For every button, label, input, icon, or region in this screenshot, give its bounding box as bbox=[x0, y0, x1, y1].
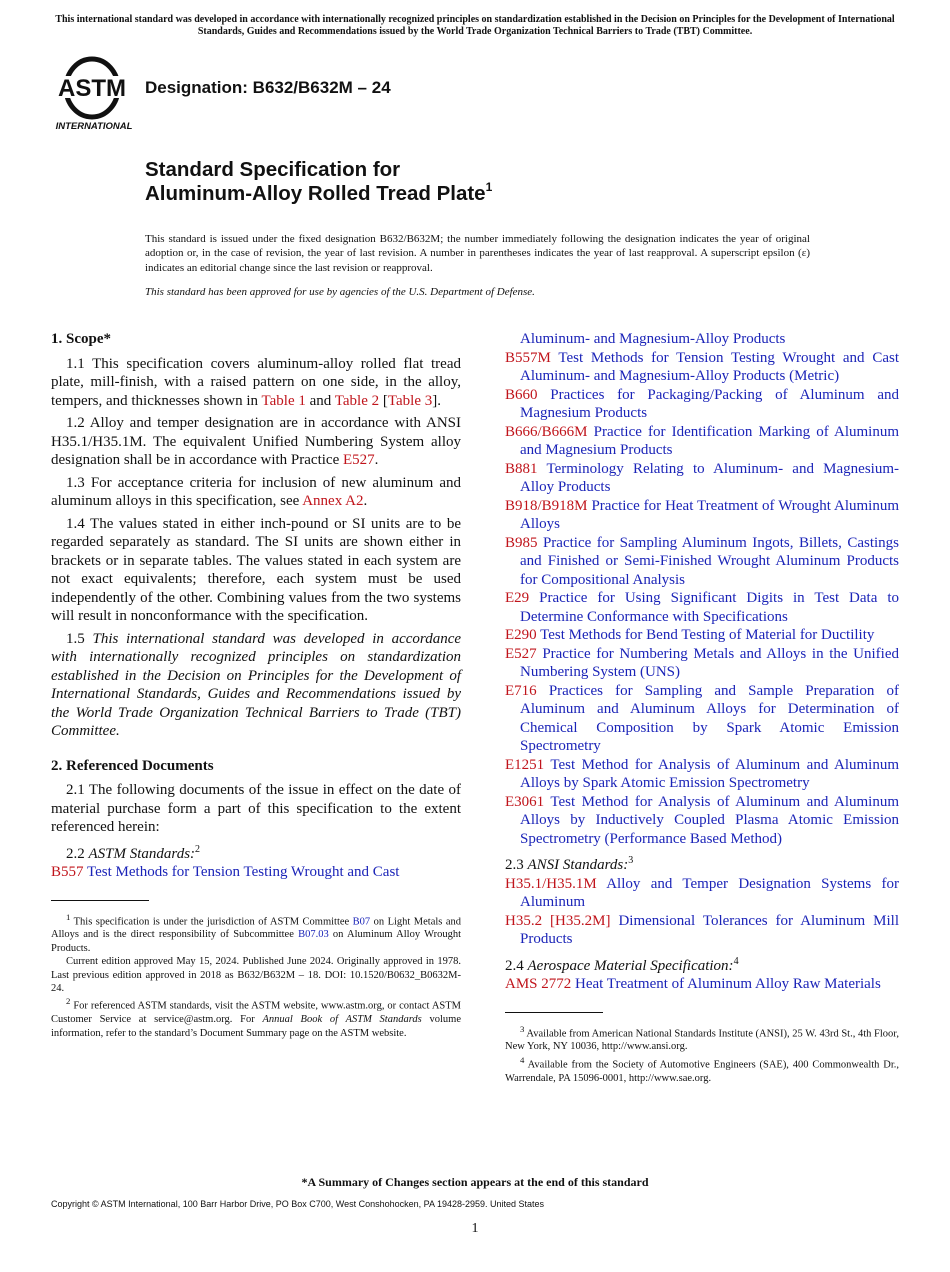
para-1-4: 1.4 The values stated in either inch-pound or SI units are to be regarded separately as standard. The SI units are shown either in brackets or in separate tables. The values stated in each system are not exact equivalents; therefore, each system must be used independently of the other. Combining values from the two systems will result in nonconformance with the specification. bbox=[51, 515, 461, 624]
reference-entry[interactable] bbox=[505, 423, 899, 460]
designation: Designation: B632/B632M – 24 bbox=[145, 78, 391, 97]
aerospace-reference-list bbox=[505, 975, 899, 994]
title-line-2: Aluminum-Alloy Rolled Tread Plate bbox=[145, 182, 486, 205]
reference-code[interactable]: E716 bbox=[505, 682, 537, 699]
para-2-2: 2.2 ASTM Standards:$^2$ bbox=[66, 843, 201, 862]
reference-entry[interactable] bbox=[505, 682, 899, 756]
reference-title[interactable]: Practice for Numbering Metals and Alloys in the Unified Numbering System (UNS) bbox=[520, 645, 899, 680]
reference-title[interactable]: Dimensional Tolerances for Aluminum Mill Products bbox=[520, 912, 900, 947]
ref-b557-continued: Aluminum- and Magnesium-Alloy Products bbox=[520, 331, 786, 347]
reference-title[interactable]: Terminology Relating to Aluminum- and Magnesium-Alloy Products bbox=[520, 460, 899, 495]
reference-code[interactable]: B918/B918M bbox=[505, 497, 588, 514]
footnote-1-edition: Current edition approved May 15, 2024. Published June 2024. Originally approved in 1978. Last previous edition approved in 2018 as B632/B632M – 18. DOI: 10.1520/B0632_B0632M-24. bbox=[51, 956, 461, 995]
reference-entry[interactable] bbox=[505, 497, 899, 534]
astm-reference-list bbox=[505, 349, 899, 849]
table-2-link[interactable]: Table 2 bbox=[334, 392, 380, 409]
title-footnote-mark[interactable]: 1 bbox=[485, 180, 493, 194]
reference-code[interactable]: E527 bbox=[505, 645, 537, 662]
reference-code[interactable]: E3061 bbox=[505, 793, 545, 810]
para-1-1: 1.1 This specification covers aluminum-alloy rolled flat tread plate, mill-finish, with a raised pattern on one side, in the alloy, tempers, and thicknesses shown in Table 1 and Table 2 [Table 3]. bbox=[51, 355, 461, 409]
title-line-1: Standard Specification for bbox=[145, 158, 401, 181]
para-1-2: 1.2 Alloy and temper designation are in accordance with ANSI H35.1/H35.1M. The equivalent Unified Numbering System alloy designation shall be in accordance with Practice E527. bbox=[51, 415, 461, 468]
footnote-3: $^3$ Available from American National Standards Institute (ANSI), 25 W. 43rd St., 4th Floor, New York, NY 10036, http://www.ansi.org. bbox=[505, 1023, 899, 1053]
reference-title[interactable]: Practice for Sampling Aluminum Ingots, Billets, Castings and Finished or Semi-Finished Wrought Aluminum Products for Compositional Analysis bbox=[520, 534, 899, 588]
reference-entry[interactable] bbox=[505, 460, 899, 497]
reference-code[interactable]: AMS 2772 bbox=[505, 976, 572, 992]
reference-code[interactable]: B985 bbox=[505, 534, 538, 551]
reference-title[interactable]: Test Method for Analysis of Aluminum and Aluminum Alloys by Spark Atomic Emission Spectrometry bbox=[520, 756, 899, 791]
reference-title[interactable]: Test Methods for Tension Testing Wrought and Cast Aluminum- and Magnesium-Alloy Products (Metric) bbox=[520, 349, 899, 384]
reference-entry[interactable] bbox=[505, 349, 899, 386]
svg-text:INTERNATIONAL: INTERNATIONAL bbox=[55, 121, 133, 132]
b07-link[interactable]: B07 bbox=[352, 916, 371, 927]
reference-code[interactable]: H35.2 [H35.2M] bbox=[505, 912, 611, 929]
para-2-3: 2.3 ANSI Standards:$^3$ bbox=[505, 855, 634, 873]
copyright-line: Copyright © ASTM International, 100 Barr Harbor Drive, PO Box C700, West Conshohocken, PA 19428-2959. United States bbox=[51, 1199, 545, 1209]
reference-entry[interactable] bbox=[505, 756, 899, 793]
dod-approval-note: This standard has been approved for use by agencies of the U.S. Department of Defense. bbox=[145, 286, 535, 298]
table-1-link[interactable]: Table 1 bbox=[261, 392, 306, 409]
reference-title[interactable]: Practice for Identification Marking of Aluminum and Magnesium Products bbox=[520, 423, 899, 458]
top-notice: This international standard was developed in accordance with internationally recognized principles on standardization established in the Decision on Principles for the Development of International Standards, Guides and Recommendations issued by the World Trade Organization Technical Barriers to Trade (TBT) Committee. bbox=[55, 14, 895, 37]
reference-code[interactable]: B666/B666M bbox=[505, 423, 588, 440]
b07-03-link[interactable]: B07.03 bbox=[298, 929, 329, 941]
left-column bbox=[51, 330, 461, 1040]
reference-title[interactable]: Practices for Packaging/Packing of Aluminum and Magnesium Products bbox=[520, 386, 900, 421]
reference-entry[interactable] bbox=[505, 875, 899, 912]
ref-b557[interactable]: B557 Test Methods for Tension Testing Wrought and Cast bbox=[51, 864, 400, 880]
reference-title[interactable]: Test Methods for Bend Testing of Material for Ductility bbox=[540, 627, 875, 643]
footnote-1: $^1$ This specification is under the jurisdiction of ASTM Committee B07 on Light Metals and Alloys and is the direct responsibility of Subcommittee B07.03 on Aluminum Alloy Wrought Products. bbox=[51, 911, 461, 954]
reference-entry[interactable] bbox=[505, 645, 899, 682]
reference-code[interactable]: B557M bbox=[505, 349, 551, 366]
footnotes-right bbox=[505, 1023, 899, 1086]
reference-entry[interactable] bbox=[505, 975, 899, 994]
reference-entry[interactable] bbox=[505, 589, 899, 626]
astm-logo-icon bbox=[52, 56, 136, 132]
annex-a2-link[interactable]: Annex A2 bbox=[302, 493, 364, 509]
para-2-1: 2.1 The following documents of the issue in effect on the date of material purchase form a part of this specification to the extent referenced herein: bbox=[51, 782, 461, 835]
footnote-2: $^2$ For referenced ASTM standards, visit the ASTM website, www.astm.org, or contact ASTM Customer Service at service@astm.org. For Annual Book of ASTM Standards volume information, refer to the standard’s Document Summary page on the ASTM website. bbox=[51, 996, 461, 1039]
table-3-link[interactable]: Table 3 bbox=[387, 392, 433, 409]
summary-of-changes-note: *A Summary of Changes section appears at the end of this standard bbox=[301, 1175, 649, 1189]
e527-link[interactable]: E527 bbox=[342, 452, 375, 468]
svg-text:ASTM: ASTM bbox=[58, 75, 126, 102]
footnote-rule-right bbox=[505, 1012, 603, 1013]
reference-entry[interactable] bbox=[505, 793, 899, 849]
reference-title[interactable]: Practice for Using Significant Digits in Test Data to Determine Conformance with Specifications bbox=[520, 590, 899, 625]
reference-entry[interactable] bbox=[505, 534, 899, 590]
page-number: 1 bbox=[471, 1221, 479, 1236]
para-2-4: 2.4 Aerospace Material Specification:$^4$ bbox=[505, 955, 739, 974]
document-title bbox=[145, 158, 492, 206]
section-refdocs-heading: 2. Referenced Documents bbox=[51, 757, 214, 774]
reference-code[interactable]: E29 bbox=[505, 590, 530, 606]
para-1-3: 1.3 For acceptance criteria for inclusion of new aluminum and aluminum alloys in this specification, see Annex A2. bbox=[51, 474, 461, 509]
section-scope-heading: 1. Scope* bbox=[51, 331, 111, 347]
reference-title[interactable]: Heat Treatment of Aluminum Alloy Raw Materials bbox=[575, 976, 881, 992]
para-1-5: 1.5 This international standard was developed in accordance with internationally recognized principles on standardization established in the Decision on Principles for the Development of International Standards, Guides and Recommendations issued by the World Trade Organization Technical Barriers to Trade (TBT) Committee. bbox=[51, 630, 462, 739]
reference-entry[interactable] bbox=[505, 912, 899, 949]
footnote-rule bbox=[51, 900, 149, 901]
reference-code[interactable]: B881 bbox=[505, 460, 538, 477]
issuance-note: This standard is issued under the fixed designation B632/B632M; the number immediately following the designation indicates the year of original adoption or, in the case of revision, the year of last revision. A number in parentheses indicates the year of last reapproval. A superscript epsilon (ε) indicates an editorial change since the last revision or reapproval. bbox=[145, 233, 810, 274]
reference-title[interactable]: Practice for Heat Treatment of Wrought Aluminum Alloys bbox=[520, 497, 900, 532]
footnotes-left bbox=[51, 911, 461, 1041]
reference-entry[interactable] bbox=[505, 386, 899, 423]
ansi-reference-list bbox=[505, 875, 899, 949]
right-column bbox=[505, 330, 899, 1085]
footnote-4: $^4$ Available from the Society of Automotive Engineers (SAE), 400 Commonwealth Dr., Warrendale, PA 15096-0001, http://www.sae.org. bbox=[505, 1054, 899, 1084]
reference-code[interactable]: H35.1/H35.1M bbox=[505, 875, 597, 892]
reference-code[interactable]: E290 bbox=[505, 627, 537, 643]
reference-entry[interactable] bbox=[505, 626, 899, 645]
reference-title[interactable]: Alloy and Temper Designation Systems for Aluminum bbox=[520, 875, 899, 910]
reference-code[interactable]: B660 bbox=[505, 386, 538, 403]
reference-code[interactable]: E1251 bbox=[505, 756, 545, 773]
reference-title[interactable]: Test Method for Analysis of Aluminum and Aluminum Alloys by Inductively Coupled Plasma Atomic Emission Spectrometry (Performance Based Method) bbox=[520, 793, 899, 847]
reference-title[interactable]: Practices for Sampling and Sample Preparation of Aluminum and Aluminum Alloys for Determination of Chemical Composition by Spark Atomic Emission Spectrometry bbox=[520, 682, 900, 754]
